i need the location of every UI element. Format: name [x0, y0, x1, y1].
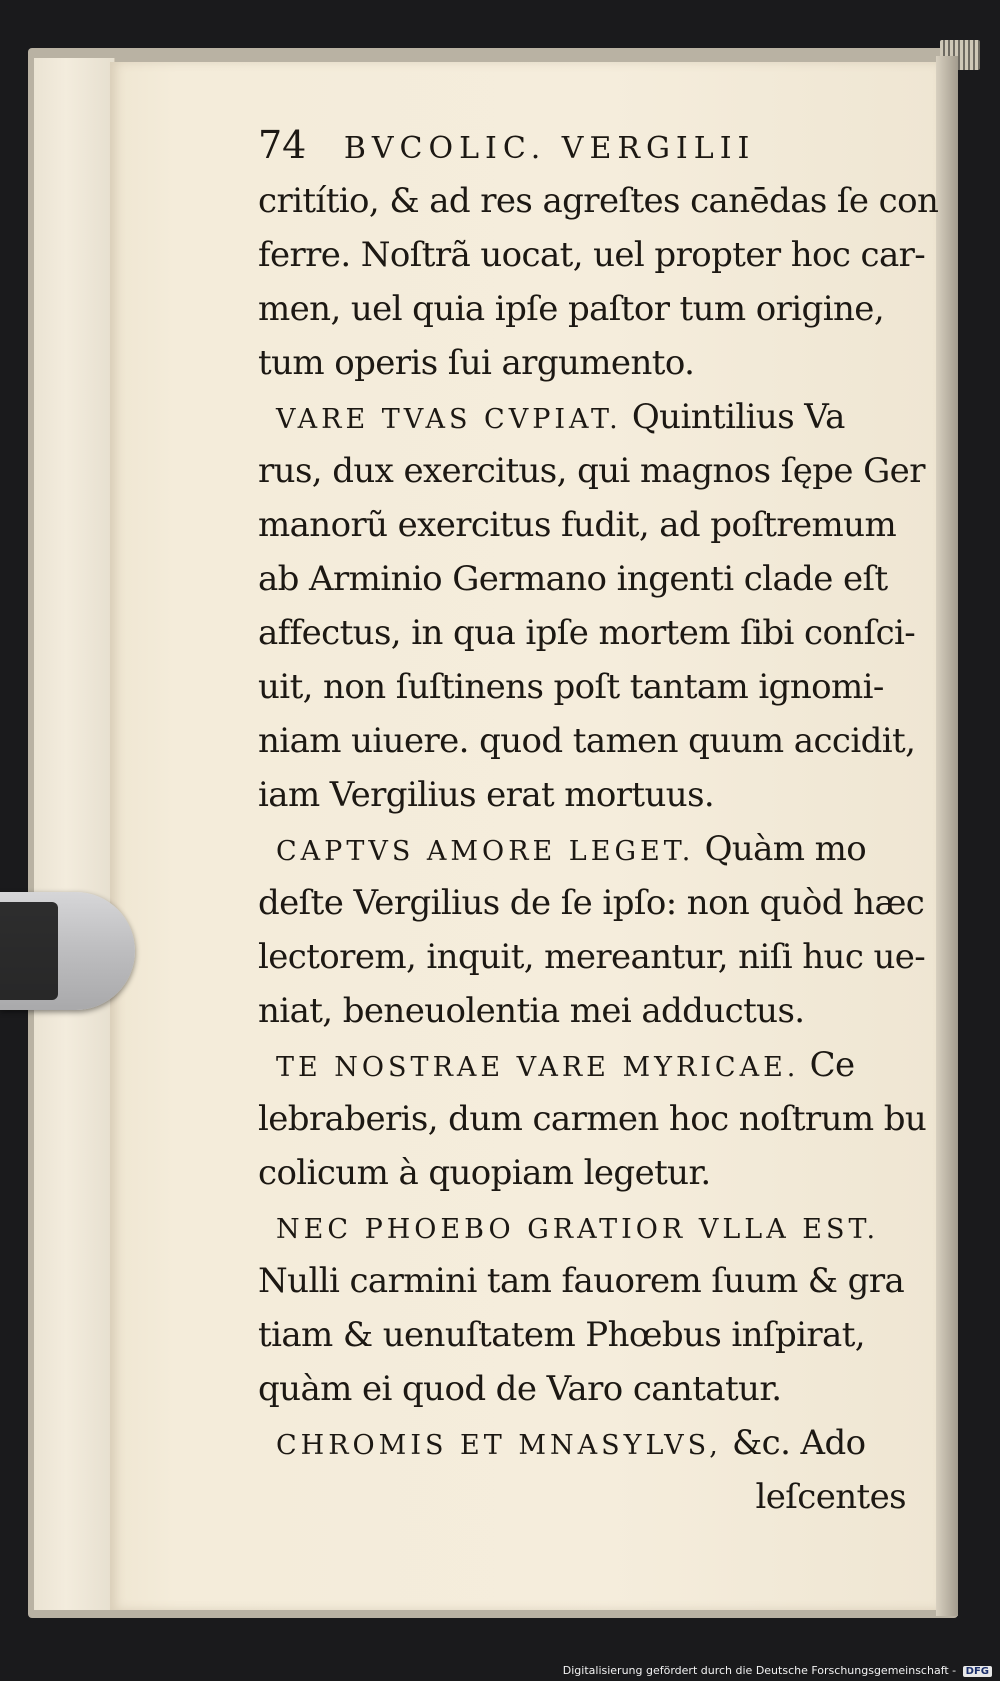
line-text: rus, dux exercitus, qui magnos ſępe Ger: [258, 451, 925, 491]
text-line: [258, 1254, 918, 1308]
text-line: [258, 282, 918, 336]
line-text: ab Arminio Germano ingenti clade eſt: [258, 559, 888, 599]
text-line: [258, 552, 918, 606]
line-text: affectus, in qua ipſe mortem ſibi conſci-: [258, 613, 916, 653]
line-text: uit, non ſuſtinens poſt tantam ignomi-: [258, 667, 884, 707]
catchword: leſcentes: [755, 1477, 906, 1517]
line-text: ferre. Noſtrã uocat, uel propter hoc car-: [258, 235, 926, 275]
lemma-caps: CAPTVS AMORE LEGET.: [276, 836, 695, 867]
lemma-caps: TE NOSTRAE VARE MYRICAE.: [276, 1052, 800, 1083]
line-text: Nulli carmini tam fauorem ſuum & gra: [258, 1261, 905, 1301]
line-text: Quintilius Va: [621, 397, 845, 437]
digitization-credit: [563, 1664, 992, 1677]
running-head-title: BVCOLIC. VERGILII: [343, 131, 756, 166]
text-line: [258, 174, 939, 228]
credit-text: Digitalisierung gefördert durch die Deutsche Forschungsgemeinschaft -: [562, 1664, 957, 1677]
holding-strap: [0, 892, 135, 1010]
text-line: [258, 876, 925, 930]
line-text: lebraberis, dum carmen hoc noſtrum bu: [258, 1099, 927, 1139]
line-text: manorũ exercitus fudit, ad poſtremum: [258, 505, 897, 545]
lemma-caps: CHROMIS ET MNASYLVS,: [276, 1430, 722, 1461]
text-line: [258, 1308, 918, 1362]
text-line: [258, 768, 918, 822]
text-line: [258, 1146, 918, 1200]
text-line: [258, 1362, 918, 1416]
line-text: lectorem, inquit, mereantur, niſi huc ue-: [258, 937, 926, 977]
dfg-logo: DFG: [963, 1666, 992, 1677]
book-fore-edge: [936, 56, 958, 1616]
text-line: [258, 660, 918, 714]
line-text: Ce: [799, 1045, 855, 1085]
line-text: niam uiuere. quod tamen quum accidit,: [258, 721, 916, 761]
line-text: &c. Ado: [721, 1423, 866, 1463]
text-line: [258, 444, 925, 498]
text-line: [258, 822, 918, 876]
page-text: [258, 120, 939, 1524]
text-line: [258, 1038, 918, 1092]
running-head: [258, 120, 918, 174]
text-line: [258, 930, 926, 984]
text-line: [258, 1200, 918, 1254]
line-text: tiam & uenuſtatem Phœbus inſpirat,: [258, 1315, 865, 1355]
lemma-caps: VARE TVAS CVPIAT.: [276, 404, 622, 435]
text-line: [258, 336, 918, 390]
text-line: [258, 1092, 927, 1146]
line-text: quàm ei quod de Varo cantatur.: [258, 1369, 782, 1409]
text-line: [258, 606, 918, 660]
text-line: [258, 228, 926, 282]
line-text: deſte Vergilius de ſe ipſo: non quòd hæc: [258, 883, 925, 923]
line-text: Quàm mo: [694, 829, 867, 869]
lemma-caps: NEC PHOEBO GRATIOR VLLA EST.: [276, 1214, 880, 1245]
line-text: niat, beneuolentia mei adductus.: [258, 991, 805, 1031]
text-lines: [258, 174, 939, 1470]
line-text: colicum à quopiam legetur.: [258, 1153, 711, 1193]
text-line: [258, 1416, 918, 1470]
text-line: [258, 984, 918, 1038]
line-text: critítio, & ad res agreſtes canēdas ſe con: [258, 181, 939, 221]
line-text: men, uel quia ipſe paſtor tum origine,: [258, 289, 885, 329]
text-line: [258, 498, 918, 552]
page-number: 74: [258, 123, 307, 167]
page-edges: [34, 58, 115, 1610]
text-line: [258, 390, 918, 444]
line-text: tum operis ſui argumento.: [258, 343, 695, 383]
line-text: iam Vergilius erat mortuus.: [258, 775, 715, 815]
text-line: [258, 714, 918, 768]
